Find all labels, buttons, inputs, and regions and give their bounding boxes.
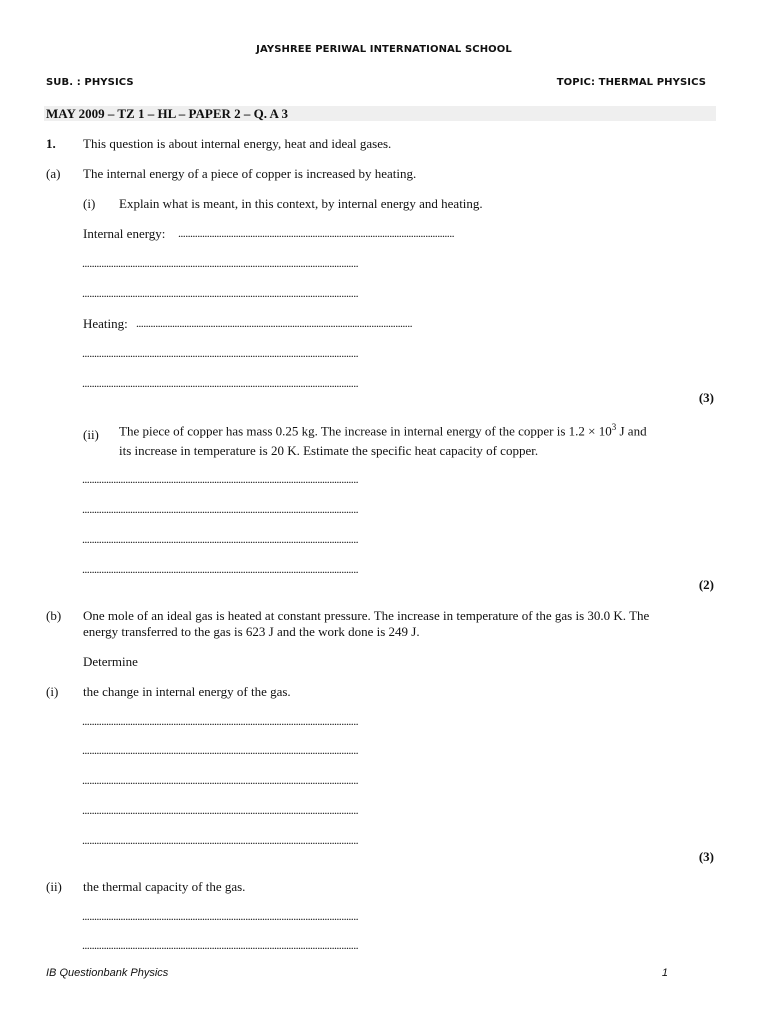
answer-line[interactable]: ...................................................................................................................	[178, 226, 455, 240]
part-b-text-2: energy transferred to the gas is 623 J and the work done is 249 J.	[83, 624, 420, 639]
determine-label: Determine	[83, 654, 138, 669]
answer-line[interactable]: ...................................................................................................................	[82, 532, 359, 546]
answer-line[interactable]: ...................................................................................................................	[82, 472, 359, 486]
topic-label: TOPIC: THERMAL PHYSICS	[556, 77, 706, 88]
answer-line[interactable]: ...................................................................................................................	[82, 773, 359, 787]
answer-line[interactable]: ...................................................................................................................	[82, 803, 359, 817]
answer-line[interactable]: ...................................................................................................................	[82, 502, 359, 516]
part-a-text: The internal energy of a piece of copper is increased by heating.	[83, 166, 417, 181]
part-b-i-text: the change in internal energy of the gas.	[83, 684, 291, 699]
footer-title: IB Questionbank Physics	[46, 967, 169, 979]
question-intro: This question is about internal energy, heat and ideal gases.	[83, 136, 392, 151]
subject-label: SUB. : PHYSICS	[46, 77, 134, 88]
part-b-text-1: One mole of an ideal gas is heated at constant pressure. The increase in temperature of the gas is 30.0 K. The	[83, 608, 650, 623]
part-a-ii-text-2: J and	[616, 423, 647, 439]
internal-energy-label: Internal energy:	[83, 226, 166, 241]
part-a-ii-text-1: The piece of copper has mass 0.25 kg. The increase in internal energy of the copper is 1.2 × 10	[119, 423, 612, 439]
part-a-i-text: Explain what is meant, in this context, by internal energy and heating.	[119, 196, 483, 211]
answer-line[interactable]: ...................................................................................................................	[82, 743, 359, 757]
part-a-ii-text-3: its increase in temperature is 20 K. Estimate the specific heat capacity of copper.	[119, 443, 539, 458]
question-number: 1.	[46, 136, 56, 151]
heating-label: Heating:	[83, 316, 128, 331]
part-a-ii-text	[119, 422, 647, 439]
part-b-ii-label: (ii)	[46, 879, 62, 894]
part-b-label: (b)	[46, 608, 62, 623]
answer-line[interactable]: ...................................................................................................................	[82, 562, 359, 576]
part-a-i-label: (i)	[83, 196, 96, 211]
answer-line[interactable]: ...................................................................................................................	[82, 286, 359, 300]
marks-a-ii: (2)	[698, 577, 714, 592]
part-a-label: (a)	[46, 166, 61, 181]
part-a-ii-label: (ii)	[83, 427, 99, 442]
school-name: JAYSHREE PERIWAL INTERNATIONAL SCHOOL	[256, 44, 512, 55]
marks-b-i: (3)	[698, 849, 714, 864]
answer-line[interactable]: ...................................................................................................................	[82, 376, 359, 390]
page-number: 1	[661, 967, 668, 979]
exam-reference: MAY 2009 – TZ 1 – HL – PAPER 2 – Q. A 3	[46, 106, 288, 121]
exponent: 3	[611, 422, 617, 432]
answer-line[interactable]: ...................................................................................................................	[82, 714, 359, 728]
answer-line[interactable]: ...................................................................................................................	[82, 346, 359, 360]
part-b-ii-text: the thermal capacity of the gas.	[83, 879, 246, 894]
answer-line[interactable]: ...................................................................................................................	[82, 909, 359, 923]
part-b-i-label: (i)	[46, 684, 59, 699]
answer-line[interactable]: ...................................................................................................................	[82, 256, 359, 270]
answer-line[interactable]: ...................................................................................................................	[136, 316, 413, 330]
answer-line[interactable]: ...................................................................................................................	[82, 833, 359, 847]
answer-line[interactable]: ...................................................................................................................	[82, 938, 359, 952]
marks-a-i: (3)	[698, 390, 714, 405]
